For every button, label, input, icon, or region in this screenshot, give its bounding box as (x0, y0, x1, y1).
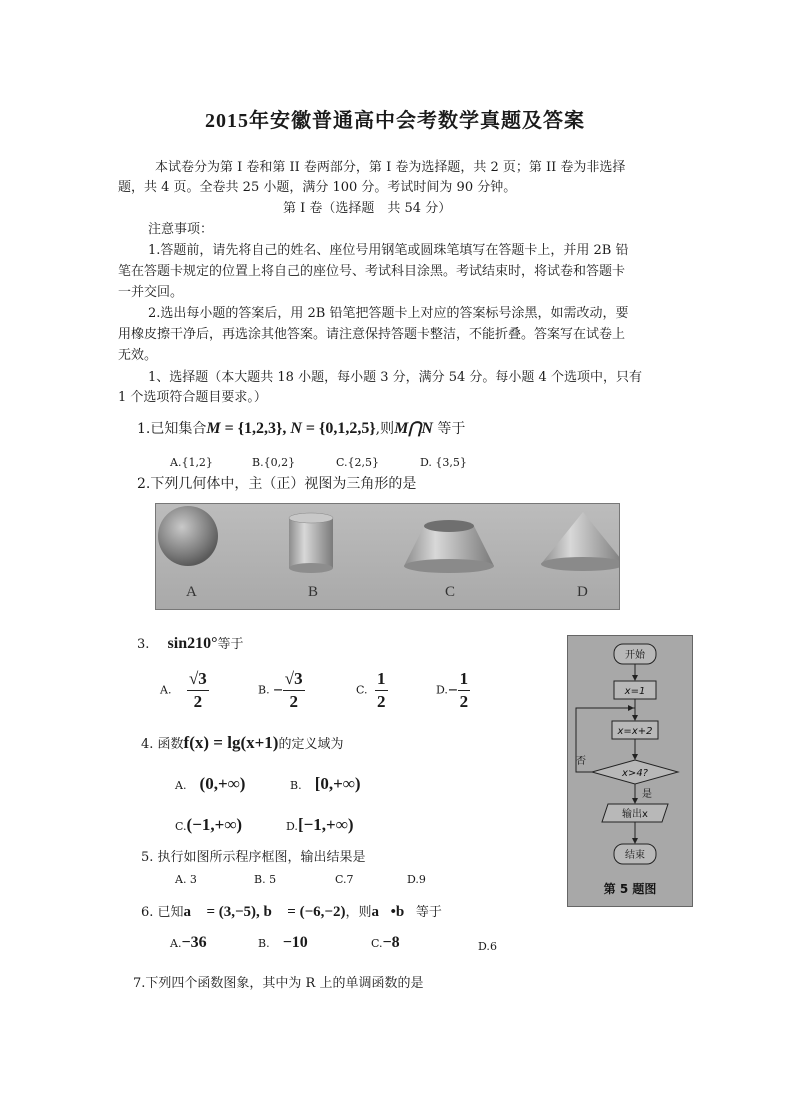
q1-set-m: M (206, 420, 221, 437)
solid-label-d: D (577, 584, 588, 600)
flow-condition-label: x>4? (622, 768, 648, 779)
q6-prefix: 6. 已知 (141, 905, 184, 920)
solid-label-a: A (186, 584, 197, 600)
q5-option-a: A. 3 (175, 873, 197, 886)
q4-option-b: B. [0,+∞) (290, 774, 361, 793)
q1-set-n: N (290, 420, 302, 437)
q1-mid: ,则 (375, 421, 395, 437)
q1-set-m-values: = {1,2,3}, (220, 420, 291, 437)
note-1-line-2: 笔在答题卡规定的位置上将自己的座位号、考试科目涂黑。考试结束时，将试卷和答题卡 (118, 264, 626, 279)
q3-option-a: A. $\frac{√3}{2}$ (160, 669, 207, 711)
q3-suffix: 等于 (217, 637, 244, 652)
q6-option-d: D.6 (478, 940, 497, 953)
q6-suffix: 等于 (415, 905, 442, 920)
q6-option-c: C.−8 (371, 934, 400, 951)
question-4 (141, 733, 343, 755)
q6-mid: ，则 (345, 905, 372, 920)
note-2-line-3: 无效。 (118, 348, 158, 363)
frustum-top (424, 520, 474, 532)
page-title: 2015年安徽普通高中会考数学真题及答案 (205, 110, 585, 132)
cylinder-top (289, 513, 333, 523)
q6-dot-product: a⃗•b⃗ (371, 904, 416, 920)
sphere-shape (158, 506, 218, 566)
q1-suffix: 等于 (432, 421, 466, 437)
flow-init-label: x=1 (624, 686, 646, 697)
q6-option-b: B. −10 (258, 934, 308, 951)
question-6 (141, 902, 442, 923)
q5-option-d: D.9 (407, 873, 426, 886)
note-2-line-1: 2.选出每小题的答案后，用 2B 铅笔把答题卡上对应的答案标号涂黑，如需改动，要 (148, 306, 629, 321)
q4-option-d: D.[−1,+∞) (286, 815, 354, 834)
note-2-line-2: 用橡皮擦干净后，再选涂其他答案。请注意保持答题卡整洁，不能折叠。答案写在试卷上 (118, 327, 626, 342)
cylinder-bottom (289, 563, 333, 573)
q3-option-c: C. $\frac{1}{2}$ (356, 669, 386, 711)
q3-option-d: D.− $\frac{1}{2}$ (436, 669, 469, 711)
flow-start-label: 开始 (625, 650, 645, 661)
notes-label: 注意事项： (148, 222, 214, 237)
flow-end-label: 结束 (625, 850, 645, 861)
q3-option-b: B. − $\frac{√3}{2}$ (258, 669, 303, 711)
solids-figure (155, 503, 620, 610)
intro-line-1: 本试卷分为第 I 卷和第 II 卷两部分，第 I 卷为选择题，共 2 页；第 II 卷为非选择 (155, 160, 626, 175)
flowchart-figure (567, 635, 693, 907)
question-1 (137, 419, 465, 439)
flow-yes-label: 是 (642, 789, 652, 800)
q5-option-b: B. 5 (254, 873, 277, 886)
question-3 (137, 634, 244, 655)
solid-label-c: C (445, 584, 456, 600)
q5-option-c: C.7 (335, 873, 354, 886)
intro-line-2: 题，共 4 页。全卷共 25 小题，满分 100 分。考试时间为 90 分钟。 (118, 180, 517, 195)
question-7: 7.下列四个函数图象，其中为 R 上的单调函数的是 (133, 976, 424, 991)
solid-label-b: B (308, 584, 319, 600)
q1-set-n-values: = {0,1,2,5} (301, 420, 376, 437)
q4-expression: f(x) = lg(x+1) (183, 733, 279, 752)
q1-option-c: C.{2,5} (336, 456, 380, 469)
q1-prefix: 1.已知集合 (137, 421, 207, 437)
solids-drawing (156, 504, 619, 609)
section-header: 第 I 卷（选择题 共 54 分） (283, 201, 452, 216)
q6-vectors: a⃗ = (3,−5), b⃗ = (−6,−2) (183, 904, 346, 920)
q1-option-d: D. {3,5} (420, 456, 467, 469)
q3-expression: sin210° (167, 635, 218, 652)
question-2: 2.下列几何体中，主（正）视图为三角形的是 (137, 476, 417, 492)
q4-prefix: 4. 函数 (141, 737, 184, 752)
question-5: 5. 执行如图所示程序框图，输出结果是 (141, 850, 366, 865)
part-1-line-2: 1 个选项符合题目要求。） (118, 390, 267, 405)
q4-suffix: 的定义域为 (278, 737, 344, 752)
flow-output-label: 输出x (622, 809, 648, 820)
cylinder-body (289, 518, 333, 568)
part-1-line-1: 1、选择题（本大题共 18 小题，每小题 3 分，满分 54 分。每小题 4 个选项中，只有 (148, 370, 642, 385)
note-1-line-1: 1.答题前，请先将自己的姓名、座位号用钢笔或圆珠笔填写在答题卡上，并用 2B 铅 (148, 243, 629, 258)
flow-no-label: 否 (576, 756, 586, 767)
q4-option-a: A. (0,+∞) (175, 774, 246, 793)
frustum-bottom (404, 559, 494, 573)
cone-body (541, 512, 619, 564)
q1-option-b: B.{0,2} (252, 456, 296, 469)
q1-option-a: A.{1,2} (170, 456, 213, 469)
q6-option-a: A.−36 (170, 934, 207, 951)
q4-option-c: C.(−1,+∞) (175, 815, 243, 834)
flowchart-drawing (568, 636, 692, 906)
note-1-line-3: 一并交回。 (118, 285, 184, 300)
flow-caption: 第 5 题图 (603, 882, 657, 896)
q1-intersection: M⋂N (394, 420, 433, 437)
q3-number: 3. (137, 637, 150, 652)
flow-step-label: x=x+2 (617, 726, 653, 737)
